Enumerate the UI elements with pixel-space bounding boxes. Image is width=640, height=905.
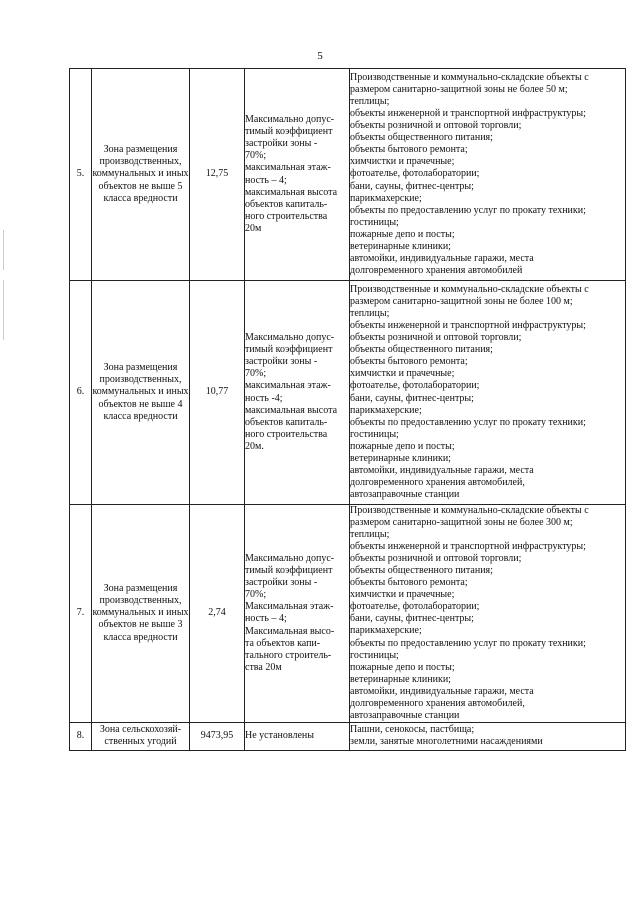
parameter-line: тимый коэффициент: [245, 565, 333, 577]
use-line: долговременного хранения автомобилей,: [350, 476, 525, 488]
zone-area: 10,77: [190, 281, 245, 505]
parameter-line: Максимальная этаж-: [245, 601, 334, 613]
zone-parameters: [245, 281, 350, 505]
use-line: парикмахерские;: [350, 404, 422, 416]
row-number: 6.: [70, 281, 92, 505]
use-line: гостиницы;: [350, 216, 399, 228]
use-line: фотоателье, фотолаборатории;: [350, 168, 480, 180]
row-number: 7.: [70, 505, 92, 723]
permitted-uses: [350, 69, 626, 281]
use-line: теплицы;: [350, 529, 390, 541]
use-line: объекты по предоставлению услуг по прокату техники;: [350, 637, 586, 649]
parameter-line: 70%;: [245, 150, 267, 162]
parameter-line: Максимальная высо-: [245, 625, 335, 637]
parameter-line: тального строитель-: [245, 649, 332, 661]
use-line: автозаправочные станции: [350, 488, 460, 500]
use-line: гостиницы;: [350, 649, 399, 661]
use-line: Пашни, сенокосы, пастбища;: [350, 724, 475, 736]
zone-name: Зона размещения производственных, коммунальных и иных объектов не выше 5 класса вредности: [92, 69, 190, 281]
use-line: парикмахерские;: [350, 625, 422, 637]
parameter-line: Максимально допус-: [245, 332, 335, 344]
use-line: размером санитарно-защитной зоны не более 100 м;: [350, 296, 573, 308]
zone-area: 2,74: [190, 505, 245, 723]
parameter-line: тимый коэффициент: [245, 344, 333, 356]
permitted-uses: [350, 281, 626, 505]
use-line: гостиницы;: [350, 428, 399, 440]
use-line: ветеринарные клиники;: [350, 673, 451, 685]
parameter-line: 70%;: [245, 589, 267, 601]
table-row: [70, 69, 626, 281]
use-line: ветеринарные клиники;: [350, 240, 451, 252]
use-line: размером санитарно-защитной зоны не более 300 м;: [350, 517, 573, 529]
parameter-line: 70%;: [245, 368, 267, 380]
use-line: земли, занятые многолетними насаждениями: [350, 736, 543, 748]
parameter-line: застройки зоны -: [245, 138, 318, 150]
permitted-uses: [350, 505, 626, 723]
parameter-line: Максимально допус-: [245, 114, 335, 126]
zone-area: 12,75: [190, 69, 245, 281]
parameter-line: ность -4;: [245, 392, 283, 404]
page-number: 5: [317, 50, 323, 62]
zone-name: Зона размещения производственных, коммунальных и иных объектов не выше 3 класса вредности: [92, 505, 190, 723]
parameter-line: ства 20м: [245, 661, 282, 673]
use-line: химчистки и прачечные;: [350, 589, 455, 601]
use-line: фотоателье, фотолаборатории;: [350, 601, 480, 613]
use-line: объекты общественного питания;: [350, 565, 493, 577]
use-line: объекты по предоставлению услуг по прокату техники;: [350, 204, 586, 216]
zone-name: Зона размещения производственных, коммунальных и иных объектов не выше 4 класса вредности: [92, 281, 190, 505]
parameter-line: объектов капиталь-: [245, 198, 328, 210]
use-line: парикмахерские;: [350, 192, 422, 204]
parameter-line: Максимально допус-: [245, 552, 335, 564]
use-line: бани, сауны, фитнес-центры;: [350, 392, 474, 404]
use-line: химчистки и прачечные;: [350, 156, 455, 168]
parameter-line: 20м: [245, 222, 262, 234]
zone-parameters: [245, 505, 350, 723]
use-line: объекты розничной и оптовой торговли;: [350, 553, 522, 565]
row-number: 8.: [70, 722, 92, 750]
use-line: теплицы;: [350, 96, 390, 108]
use-line: автомойки, индивидуальные гаражи, места: [350, 685, 534, 697]
parameter-line: ного строительства: [245, 210, 328, 222]
use-line: химчистки и прачечные;: [350, 368, 455, 380]
use-line: автозаправочные станции: [350, 709, 460, 721]
zones-table: [69, 68, 626, 751]
parameter-line: Не установлены: [245, 730, 314, 742]
zone-name: Зона сельскохозяй-ственных угодий: [92, 722, 190, 750]
table-row: [70, 722, 626, 750]
use-line: объекты общественного питания;: [350, 132, 493, 144]
table-row: [70, 505, 626, 723]
use-line: объекты инженерной и транспортной инфраструктуры;: [350, 541, 586, 553]
parameter-line: максимальная этаж-: [245, 162, 331, 174]
use-line: пожарные депо и посты;: [350, 661, 455, 673]
use-line: Производственные и коммунально-складские объекты с: [350, 284, 589, 296]
parameter-line: максимальная этаж-: [245, 380, 331, 392]
use-line: автомойки, индивидуальные гаражи, места: [350, 464, 534, 476]
use-line: Производственные и коммунально-складские объекты с: [350, 505, 589, 516]
zone-area: 9473,95: [190, 722, 245, 750]
use-line: объекты бытового ремонта;: [350, 144, 468, 156]
use-line: пожарные депо и посты;: [350, 440, 455, 452]
table-row: [70, 281, 626, 505]
use-line: долговременного хранения автомобилей: [350, 264, 523, 276]
use-line: пожарные депо и посты;: [350, 228, 455, 240]
use-line: бани, сауны, фитнес-центры;: [350, 180, 474, 192]
parameter-line: застройки зоны -: [245, 356, 318, 368]
use-line: объекты по предоставлению услуг по прокату техники;: [350, 416, 586, 428]
zone-parameters: [245, 69, 350, 281]
use-line: размером санитарно-защитной зоны не более 50 м;: [350, 84, 568, 96]
use-line: автомойки, индивидуальные гаражи, места: [350, 252, 534, 264]
use-line: Производственные и коммунально-складские объекты с: [350, 72, 589, 84]
parameter-line: ность – 4;: [245, 174, 287, 186]
use-line: объекты бытового ремонта;: [350, 356, 468, 368]
parameter-line: максимальная высота: [245, 186, 338, 198]
parameter-line: объектов капиталь-: [245, 416, 328, 428]
zone-parameters: [245, 722, 350, 750]
parameter-line: 20м.: [245, 440, 264, 452]
margin-mark: [3, 230, 4, 270]
use-line: объекты бытового ремонта;: [350, 577, 468, 589]
use-line: теплицы;: [350, 308, 390, 320]
parameter-line: ного строительства: [245, 428, 328, 440]
use-line: объекты общественного питания;: [350, 344, 493, 356]
permitted-uses: [350, 722, 626, 750]
zones-table-body: [70, 69, 626, 751]
use-line: объекты инженерной и транспортной инфраструктуры;: [350, 108, 586, 120]
parameter-line: максимальная высота: [245, 404, 338, 416]
use-line: фотоателье, фотолаборатории;: [350, 380, 480, 392]
parameter-line: тимый коэффициент: [245, 126, 333, 138]
parameter-line: та объектов капи-: [245, 637, 321, 649]
row-number: 5.: [70, 69, 92, 281]
parameter-line: ность – 4;: [245, 613, 287, 625]
margin-mark: [3, 280, 4, 340]
use-line: объекты розничной и оптовой торговли;: [350, 332, 522, 344]
use-line: ветеринарные клиники;: [350, 452, 451, 464]
use-line: объекты розничной и оптовой торговли;: [350, 120, 522, 132]
use-line: объекты инженерной и транспортной инфраструктуры;: [350, 320, 586, 332]
use-line: долговременного хранения автомобилей,: [350, 697, 525, 709]
parameter-line: застройки зоны -: [245, 577, 318, 589]
use-line: бани, сауны, фитнес-центры;: [350, 613, 474, 625]
